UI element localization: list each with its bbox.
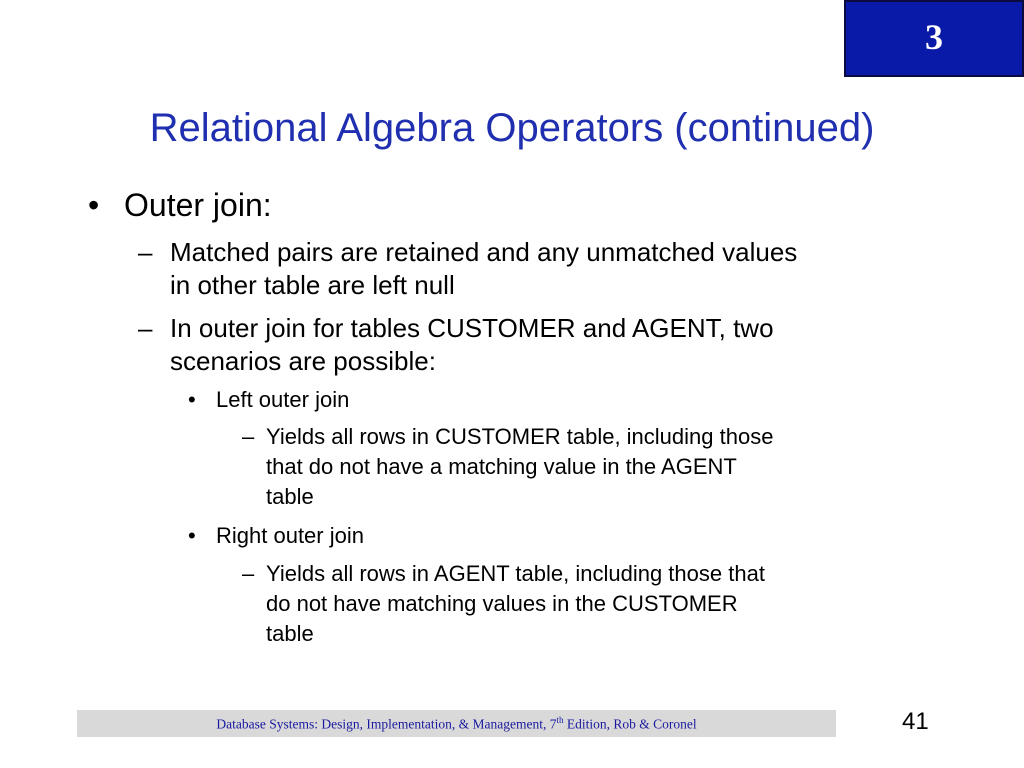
dash-marker: – <box>138 237 153 267</box>
right-outer-join: Right outer join <box>216 523 364 548</box>
scenarios-line-1: In outer join for tables CUSTOMER and AGENT, two <box>170 313 774 343</box>
left-outer-join: Left outer join <box>216 387 350 412</box>
right-outer-desc-line-3: table <box>266 621 314 646</box>
bullet-marker: • <box>88 187 100 223</box>
scenarios-line-2: scenarios are possible: <box>170 346 436 376</box>
bullet-outer-join: Outer join: <box>124 187 272 223</box>
bullet-marker: • <box>188 387 196 412</box>
chapter-number: 3 <box>925 16 943 57</box>
dash-marker: – <box>242 424 255 449</box>
slide-title: Relational Algebra Operators (continued) <box>149 106 875 150</box>
page-number: 41 <box>902 708 929 735</box>
footer-bar <box>77 710 836 737</box>
left-outer-desc-line-1: Yields all rows in CUSTOMER table, including those <box>266 424 774 449</box>
dash-marker: – <box>138 313 153 343</box>
footer-superscript: th <box>556 714 564 725</box>
matched-pairs-line-2: in other table are left null <box>170 270 455 300</box>
footer-text-main: Database Systems: Design, Implementation, & Management, 7 <box>216 716 557 732</box>
left-outer-desc-line-3: table <box>266 484 314 509</box>
right-outer-desc-line-1: Yields all rows in AGENT table, including those that <box>266 561 765 586</box>
dash-marker: – <box>242 561 255 586</box>
footer-citation <box>216 715 696 733</box>
bullet-marker: • <box>188 523 196 548</box>
right-outer-desc-line-2: do not have matching values in the CUSTOMER <box>266 591 738 616</box>
footer-text-tail: Edition, Rob & Coronel <box>563 716 697 732</box>
left-outer-desc-line-2: that do not have a matching value in the AGENT <box>266 454 737 479</box>
matched-pairs-line-1: Matched pairs are retained and any unmatched values <box>170 237 798 267</box>
